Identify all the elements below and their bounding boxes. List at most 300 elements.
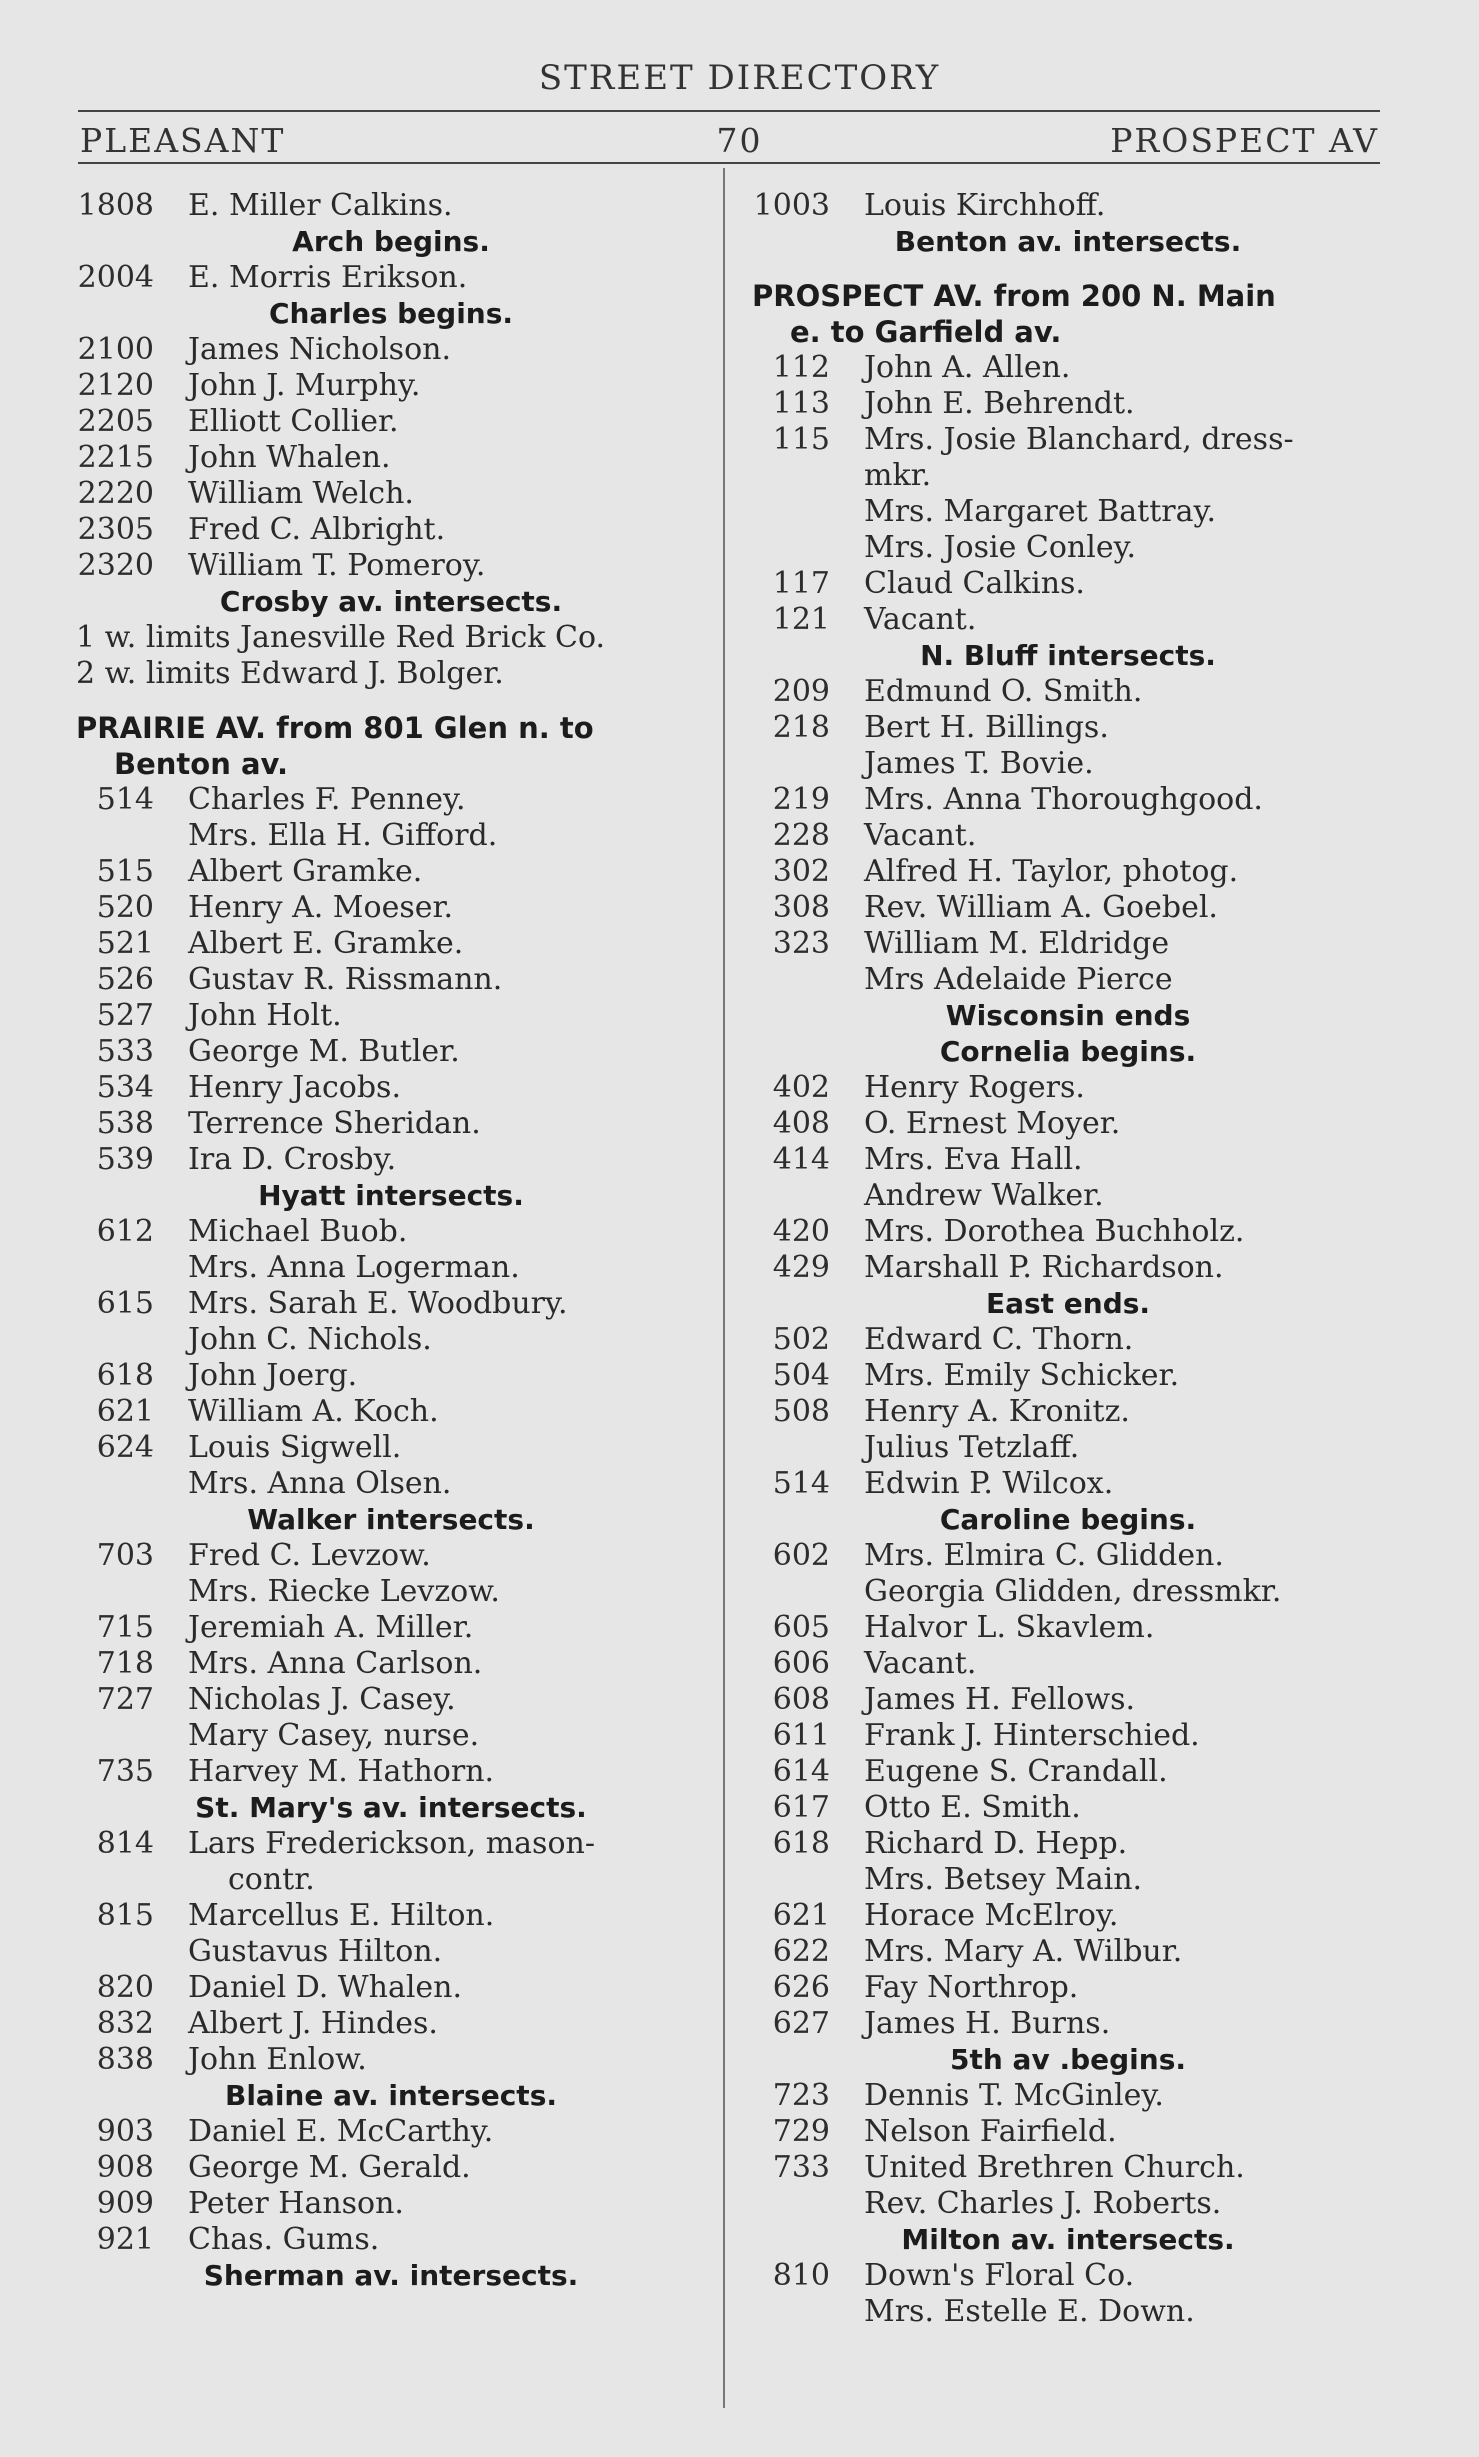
directory-entry xyxy=(76,512,706,548)
resident-name: Mrs. Anna Thoroughgood. xyxy=(864,782,1263,817)
resident-name: Daniel D. Whalen. xyxy=(188,1970,463,2005)
street-heading xyxy=(752,278,1384,350)
resident-name: Mrs. Anna Logerman. xyxy=(188,1250,520,1285)
resident-name: Mrs. Estelle E. Down. xyxy=(864,2294,1195,2329)
directory-entry xyxy=(752,1466,1384,1502)
resident-name: Horace McElroy. xyxy=(864,1898,1119,1933)
directory-entry xyxy=(752,2114,1384,2150)
resident-name: John Holt. xyxy=(188,998,342,1033)
cross-street-heading: Caroline begins. xyxy=(939,1503,1197,1536)
resident-name: Nelson Fairfield. xyxy=(864,2114,1117,2149)
resident-name: Rev. William A. Goebel. xyxy=(864,890,1218,925)
directory-entry xyxy=(76,1682,706,1718)
entry-group xyxy=(752,1070,1384,1286)
directory-entry xyxy=(76,476,706,512)
limits-text: 1 w. limits Janesville Red Brick Co. xyxy=(76,620,606,655)
resident-name: George M. Gerald. xyxy=(188,2150,471,2185)
directory-entry xyxy=(752,1970,1384,2006)
cross-street-heading: Sherman av. intersects. xyxy=(203,2259,579,2292)
directory-entry xyxy=(752,2078,1384,2114)
entry-group xyxy=(76,332,706,584)
house-number: 113 xyxy=(772,386,830,421)
resident-name: Albert E. Gramke. xyxy=(188,926,464,961)
resident-name: Claud Calkins. xyxy=(864,566,1085,601)
entry-group xyxy=(76,1214,706,1502)
entry-group xyxy=(752,1322,1384,1502)
directory-entry-continuation xyxy=(752,458,1384,494)
house-number: 718 xyxy=(96,1646,154,1681)
directory-entry xyxy=(76,2222,706,2258)
resident-name: Mrs. Riecke Levzow. xyxy=(188,1574,500,1609)
cross-street-heading: East ends. xyxy=(985,1287,1151,1320)
directory-entry xyxy=(752,2258,1384,2294)
directory-entry xyxy=(752,2294,1384,2330)
resident-name: Mrs Adelaide Pierce xyxy=(864,962,1173,997)
directory-entry xyxy=(752,1070,1384,1106)
limits-entry xyxy=(76,656,706,692)
directory-entry xyxy=(76,404,706,440)
directory-entry xyxy=(752,494,1384,530)
house-number: 526 xyxy=(96,962,154,997)
running-head-left: PLEASANT xyxy=(80,121,286,160)
resident-name: Fred C. Levzow. xyxy=(188,1538,431,1573)
resident-name: Frank J. Hinterschied. xyxy=(864,1718,1200,1753)
resident-name: Mrs. Ella H. Gifford. xyxy=(188,818,498,853)
cross-street-heading: Wisconsin ends xyxy=(945,999,1191,1032)
page-number: 70 xyxy=(716,121,763,160)
house-number: 627 xyxy=(772,2006,830,2041)
resident-name: Henry A. Kronitz. xyxy=(864,1394,1130,1429)
directory-entry xyxy=(752,1826,1384,1862)
resident-name: Edwin P. Wilcox. xyxy=(864,1466,1114,1501)
directory-entry xyxy=(752,2006,1384,2042)
resident-name: Terrence Sheridan. xyxy=(188,1106,481,1141)
resident-name: United Brethren Church. xyxy=(864,2150,1245,2185)
directory-entry xyxy=(752,1142,1384,1178)
resident-name: Mrs. Anna Olsen. xyxy=(188,1466,452,1501)
house-number: 534 xyxy=(96,1070,154,1105)
house-number: 735 xyxy=(96,1754,154,1789)
house-number: 228 xyxy=(772,818,830,853)
entry-group xyxy=(76,782,706,1178)
entry-group xyxy=(76,2114,706,2258)
entry-group xyxy=(752,2078,1384,2222)
running-head-right: PROSPECT AV xyxy=(1110,121,1379,160)
entry-group xyxy=(752,1538,1384,2042)
directory-entry xyxy=(76,1898,706,1934)
house-number: 615 xyxy=(96,1286,154,1321)
house-number: 810 xyxy=(772,2258,830,2293)
house-number: 533 xyxy=(96,1034,154,1069)
directory-entry xyxy=(752,1178,1384,1214)
resident-name: Peter Hanson. xyxy=(188,2186,404,2221)
resident-name: Mrs. Mary A. Wilbur. xyxy=(864,1934,1183,1969)
directory-entry xyxy=(76,1718,706,1754)
directory-entry xyxy=(76,782,706,818)
resident-name: Vacant. xyxy=(864,602,977,637)
directory-entry xyxy=(76,2150,706,2186)
house-number: 908 xyxy=(96,2150,154,2185)
house-number: 606 xyxy=(772,1646,830,1681)
house-number: 2220 xyxy=(77,476,154,511)
resident-name: Bert H. Billings. xyxy=(864,710,1109,745)
street-title-line: PROSPECT AV. from 200 N. Main xyxy=(752,279,1276,313)
directory-entry xyxy=(76,1646,706,1682)
directory-entry xyxy=(76,1322,706,1358)
directory-entry xyxy=(76,188,706,224)
house-number: 2120 xyxy=(77,368,154,403)
directory-entry xyxy=(752,422,1384,458)
house-number: 611 xyxy=(772,1718,830,1753)
directory-entry xyxy=(76,1250,706,1286)
directory-entry xyxy=(76,890,706,926)
resident-name: William A. Koch. xyxy=(188,1394,439,1429)
resident-name: Halvor L. Skavlem. xyxy=(864,1610,1155,1645)
cross-street-heading: St. Mary's av. intersects. xyxy=(195,1791,587,1824)
house-number: 117 xyxy=(772,566,830,601)
directory-entry xyxy=(76,260,706,296)
directory-entry xyxy=(752,710,1384,746)
entry-group xyxy=(76,188,706,224)
resident-name: Louis Kirchhoff. xyxy=(864,188,1106,223)
directory-entry xyxy=(76,1034,706,1070)
directory-entry-continuation xyxy=(76,1862,706,1898)
resident-name: Mrs. Sarah E. Woodbury. xyxy=(188,1286,568,1321)
resident-name: Vacant. xyxy=(864,818,977,853)
house-number: 429 xyxy=(772,1250,830,1285)
resident-name: Eugene S. Crandall. xyxy=(864,1754,1168,1789)
house-number: 814 xyxy=(96,1826,154,1861)
resident-name: Marshall P. Richardson. xyxy=(864,1250,1224,1285)
house-number: 703 xyxy=(96,1538,154,1573)
house-number: 608 xyxy=(772,1682,830,1717)
resident-name: Andrew Walker. xyxy=(864,1178,1104,1213)
directory-entry xyxy=(752,1682,1384,1718)
house-number: 502 xyxy=(772,1322,830,1357)
house-number: 414 xyxy=(772,1142,830,1177)
house-number: 2215 xyxy=(77,440,154,475)
resident-name: Otto E. Smith. xyxy=(864,1790,1081,1825)
house-number: 605 xyxy=(772,1610,830,1645)
directory-entry xyxy=(76,1106,706,1142)
resident-name: George M. Butler. xyxy=(188,1034,460,1069)
directory-entry xyxy=(76,1286,706,1322)
house-number: 121 xyxy=(772,602,830,637)
house-number: 2320 xyxy=(77,548,154,583)
resident-name: James T. Bovie. xyxy=(864,746,1094,781)
house-number: 514 xyxy=(772,1466,830,1501)
street-title-line: Benton av. xyxy=(114,747,289,781)
house-number: 733 xyxy=(772,2150,830,2185)
resident-name: Julius Tetzlaff. xyxy=(864,1430,1080,1465)
directory-entry xyxy=(752,818,1384,854)
street-title-line: e. to Garfield av. xyxy=(790,315,1062,349)
directory-entry xyxy=(76,1070,706,1106)
house-number: 715 xyxy=(96,1610,154,1645)
directory-entry xyxy=(76,1142,706,1178)
cross-street-heading: Blaine av. intersects. xyxy=(224,2079,557,2112)
directory-entry xyxy=(752,1898,1384,1934)
resident-name: Vacant. xyxy=(864,1646,977,1681)
resident-name: Mrs. Anna Carlson. xyxy=(188,1646,483,1681)
house-number: 420 xyxy=(772,1214,830,1249)
resident-name: James H. Burns. xyxy=(864,2006,1111,2041)
resident-name: Ira D. Crosby. xyxy=(188,1142,397,1177)
house-number: 621 xyxy=(96,1394,154,1429)
directory-entry xyxy=(752,566,1384,602)
house-number: 209 xyxy=(772,674,830,709)
street-heading xyxy=(76,710,706,782)
resident-name: E. Morris Erikson. xyxy=(188,260,468,295)
column-divider xyxy=(723,168,725,2408)
house-number: 1003 xyxy=(753,188,830,223)
directory-entry xyxy=(752,1574,1384,1610)
house-number: 2004 xyxy=(77,260,154,295)
house-number: 614 xyxy=(772,1754,830,1789)
limits-text: 2 w. limits Edward J. Bolger. xyxy=(76,656,504,691)
directory-entry xyxy=(752,188,1384,224)
directory-entry xyxy=(76,2042,706,2078)
resident-name: Edward C. Thorn. xyxy=(864,1322,1134,1357)
cross-street-heading: Cornelia begins. xyxy=(939,1035,1197,1068)
resident-name: Lars Frederickson, mason- xyxy=(188,1826,595,1861)
house-number: 302 xyxy=(772,854,830,889)
directory-entry xyxy=(752,1610,1384,1646)
directory-entry xyxy=(752,530,1384,566)
directory-entry xyxy=(76,2006,706,2042)
cross-street-heading: 5th av .begins. xyxy=(950,2043,1186,2076)
cross-street-heading: Charles begins. xyxy=(268,297,514,330)
directory-entry xyxy=(76,1430,706,1466)
resident-name: Rev. Charles J. Roberts. xyxy=(864,2186,1222,2221)
resident-name: John J. Murphy. xyxy=(188,368,421,403)
left-column xyxy=(76,188,706,2294)
directory-entry xyxy=(752,1790,1384,1826)
resident-name: Elliott Collier. xyxy=(188,404,399,439)
directory-entry xyxy=(752,890,1384,926)
directory-entry xyxy=(752,386,1384,422)
directory-entry xyxy=(76,818,706,854)
resident-name: Nicholas J. Casey. xyxy=(188,1682,456,1717)
house-number: 921 xyxy=(96,2222,154,2257)
resident-name: Louis Sigwell. xyxy=(188,1430,402,1465)
directory-entry xyxy=(752,674,1384,710)
directory-entry xyxy=(752,1106,1384,1142)
directory-entry xyxy=(752,1430,1384,1466)
directory-entry xyxy=(752,926,1384,962)
house-number: 218 xyxy=(772,710,830,745)
house-number: 408 xyxy=(772,1106,830,1141)
directory-entry xyxy=(76,926,706,962)
limits-entry xyxy=(76,620,706,656)
directory-entry xyxy=(76,1970,706,2006)
directory-entry xyxy=(752,1718,1384,1754)
directory-entry xyxy=(752,1538,1384,1574)
resident-name: Fred C. Albright. xyxy=(188,512,446,547)
resident-name: Mary Casey, nurse. xyxy=(188,1718,480,1753)
directory-entry xyxy=(76,1394,706,1430)
house-number: 622 xyxy=(772,1934,830,1969)
cross-street-heading: Benton av. intersects. xyxy=(894,225,1242,258)
resident-name: William T. Pomeroy. xyxy=(188,548,486,583)
directory-entry xyxy=(752,1862,1384,1898)
directory-entry xyxy=(76,368,706,404)
resident-name: James Nicholson. xyxy=(188,332,451,367)
house-number: 612 xyxy=(96,1214,154,1249)
resident-name: Marcellus E. Hilton. xyxy=(188,1898,495,1933)
resident-name: Georgia Glidden, dressmkr. xyxy=(864,1574,1282,1609)
house-number: 115 xyxy=(772,422,830,457)
directory-entry xyxy=(76,854,706,890)
cross-street-heading: N. Bluff intersects. xyxy=(920,639,1216,672)
house-number: 520 xyxy=(96,890,154,925)
house-number: 618 xyxy=(96,1358,154,1393)
house-number: 514 xyxy=(96,782,154,817)
house-number: 624 xyxy=(96,1430,154,1465)
resident-name: John E. Behrendt. xyxy=(864,386,1135,421)
house-number: 1808 xyxy=(77,188,154,223)
house-number: 508 xyxy=(772,1394,830,1429)
page-title: STREET DIRECTORY xyxy=(538,58,941,98)
directory-entry xyxy=(76,1214,706,1250)
house-number: 621 xyxy=(772,1898,830,1933)
house-number: 504 xyxy=(772,1358,830,1393)
house-number: 729 xyxy=(772,2114,830,2149)
house-number: 602 xyxy=(772,1538,830,1573)
resident-name: Fay Northrop. xyxy=(864,1970,1079,2005)
directory-entry xyxy=(76,998,706,1034)
entry-group xyxy=(752,350,1384,422)
resident-name: Chas. Gums. xyxy=(188,2222,380,2257)
house-number: 323 xyxy=(772,926,830,961)
resident-name: Mrs. Margaret Battray. xyxy=(864,494,1217,529)
resident-name: John Whalen. xyxy=(188,440,391,475)
resident-name: William M. Eldridge xyxy=(864,926,1170,961)
entry-group xyxy=(752,494,1384,638)
house-number: 402 xyxy=(772,1070,830,1105)
directory-entry xyxy=(752,1214,1384,1250)
directory-entry xyxy=(752,746,1384,782)
directory-entry xyxy=(752,1394,1384,1430)
house-number: 2100 xyxy=(77,332,154,367)
directory-entry xyxy=(752,1358,1384,1394)
directory-entry xyxy=(752,1322,1384,1358)
resident-name: Down's Floral Co. xyxy=(864,2258,1135,2293)
resident-name: Dennis T. McGinley. xyxy=(864,2078,1164,2113)
house-number: 521 xyxy=(96,926,154,961)
resident-name: Mrs. Betsey Main. xyxy=(864,1862,1143,1897)
directory-entry xyxy=(752,1754,1384,1790)
entry-group xyxy=(76,1538,706,1790)
house-number: 112 xyxy=(772,350,830,385)
continuation-text: contr. xyxy=(228,1862,315,1897)
entry-group xyxy=(76,1898,706,2078)
directory-entry xyxy=(76,2114,706,2150)
directory-entry xyxy=(752,782,1384,818)
resident-name: Mrs. Emily Schicker. xyxy=(864,1358,1180,1393)
resident-name: Mrs. Josie Conley. xyxy=(864,530,1137,565)
resident-name: John C. Nichols. xyxy=(188,1322,432,1357)
directory-entry xyxy=(76,1574,706,1610)
directory-entry xyxy=(752,2150,1384,2186)
directory-entry xyxy=(76,2186,706,2222)
directory-entry xyxy=(76,332,706,368)
house-number: 815 xyxy=(96,1898,154,1933)
directory-entry xyxy=(752,962,1384,998)
house-number: 903 xyxy=(96,2114,154,2149)
cross-street-heading: Walker intersects. xyxy=(247,1503,535,1536)
house-number: 617 xyxy=(772,1790,830,1825)
directory-entry xyxy=(76,1466,706,1502)
street-title-line: PRAIRIE AV. from 801 Glen n. to xyxy=(76,711,594,745)
house-number: 515 xyxy=(96,854,154,889)
resident-name: Mrs. Josie Blanchard, dress- xyxy=(864,422,1294,457)
continuation-text: mkr. xyxy=(864,458,932,493)
cross-street-heading: Arch begins. xyxy=(292,225,490,258)
resident-name: Mrs. Eva Hall. xyxy=(864,1142,1083,1177)
resident-name: Albert Gramke. xyxy=(188,854,423,889)
directory-entry xyxy=(76,962,706,998)
cross-street-heading: Milton av. intersects. xyxy=(901,2223,1235,2256)
resident-name: O. Ernest Moyer. xyxy=(864,1106,1121,1141)
resident-name: John Joerg. xyxy=(188,1358,358,1393)
directory-entry xyxy=(752,602,1384,638)
house-number: 832 xyxy=(96,2006,154,2041)
resident-name: Mrs. Elmira C. Glidden. xyxy=(864,1538,1224,1573)
header-rule-top xyxy=(78,110,1380,112)
house-number: 308 xyxy=(772,890,830,925)
entry-group xyxy=(752,2258,1384,2330)
house-number: 219 xyxy=(772,782,830,817)
directory-entry xyxy=(76,548,706,584)
resident-name: Alfred H. Taylor, photog. xyxy=(864,854,1239,889)
directory-entry xyxy=(752,1934,1384,1970)
resident-name: Daniel E. McCarthy. xyxy=(188,2114,494,2149)
resident-name: Charles F. Penney. xyxy=(188,782,466,817)
directory-entry xyxy=(752,1250,1384,1286)
resident-name: E. Miller Calkins. xyxy=(188,188,453,223)
house-number: 626 xyxy=(772,1970,830,2005)
directory-entry xyxy=(76,1610,706,1646)
resident-name: John A. Allen. xyxy=(864,350,1071,385)
directory-entry xyxy=(76,1754,706,1790)
house-number: 527 xyxy=(96,998,154,1033)
resident-name: Mrs. Dorothea Buchholz. xyxy=(864,1214,1245,1249)
resident-name: Michael Buob. xyxy=(188,1214,408,1249)
house-number: 539 xyxy=(96,1142,154,1177)
resident-name: Albert J. Hindes. xyxy=(188,2006,438,2041)
house-number: 723 xyxy=(772,2078,830,2113)
right-column xyxy=(752,188,1384,2330)
directory-entry xyxy=(76,1826,706,1862)
header-rule-bottom xyxy=(78,162,1380,164)
resident-name: Henry Rogers. xyxy=(864,1070,1085,1105)
entry-group xyxy=(752,674,1384,998)
resident-name: Henry A. Moeser. xyxy=(188,890,454,925)
resident-name: Gustav R. Rissmann. xyxy=(188,962,503,997)
house-number: 820 xyxy=(96,1970,154,2005)
directory-entry xyxy=(752,2186,1384,2222)
directory-entry xyxy=(752,350,1384,386)
house-number: 838 xyxy=(96,2042,154,2077)
resident-name: Harvey M. Hathorn. xyxy=(188,1754,495,1789)
house-number: 2305 xyxy=(77,512,154,547)
house-number: 618 xyxy=(772,1826,830,1861)
cross-street-heading: Crosby av. intersects. xyxy=(219,585,563,618)
house-number: 909 xyxy=(96,2186,154,2221)
directory-entry xyxy=(752,854,1384,890)
cross-street-heading: Hyatt intersects. xyxy=(258,1179,524,1212)
